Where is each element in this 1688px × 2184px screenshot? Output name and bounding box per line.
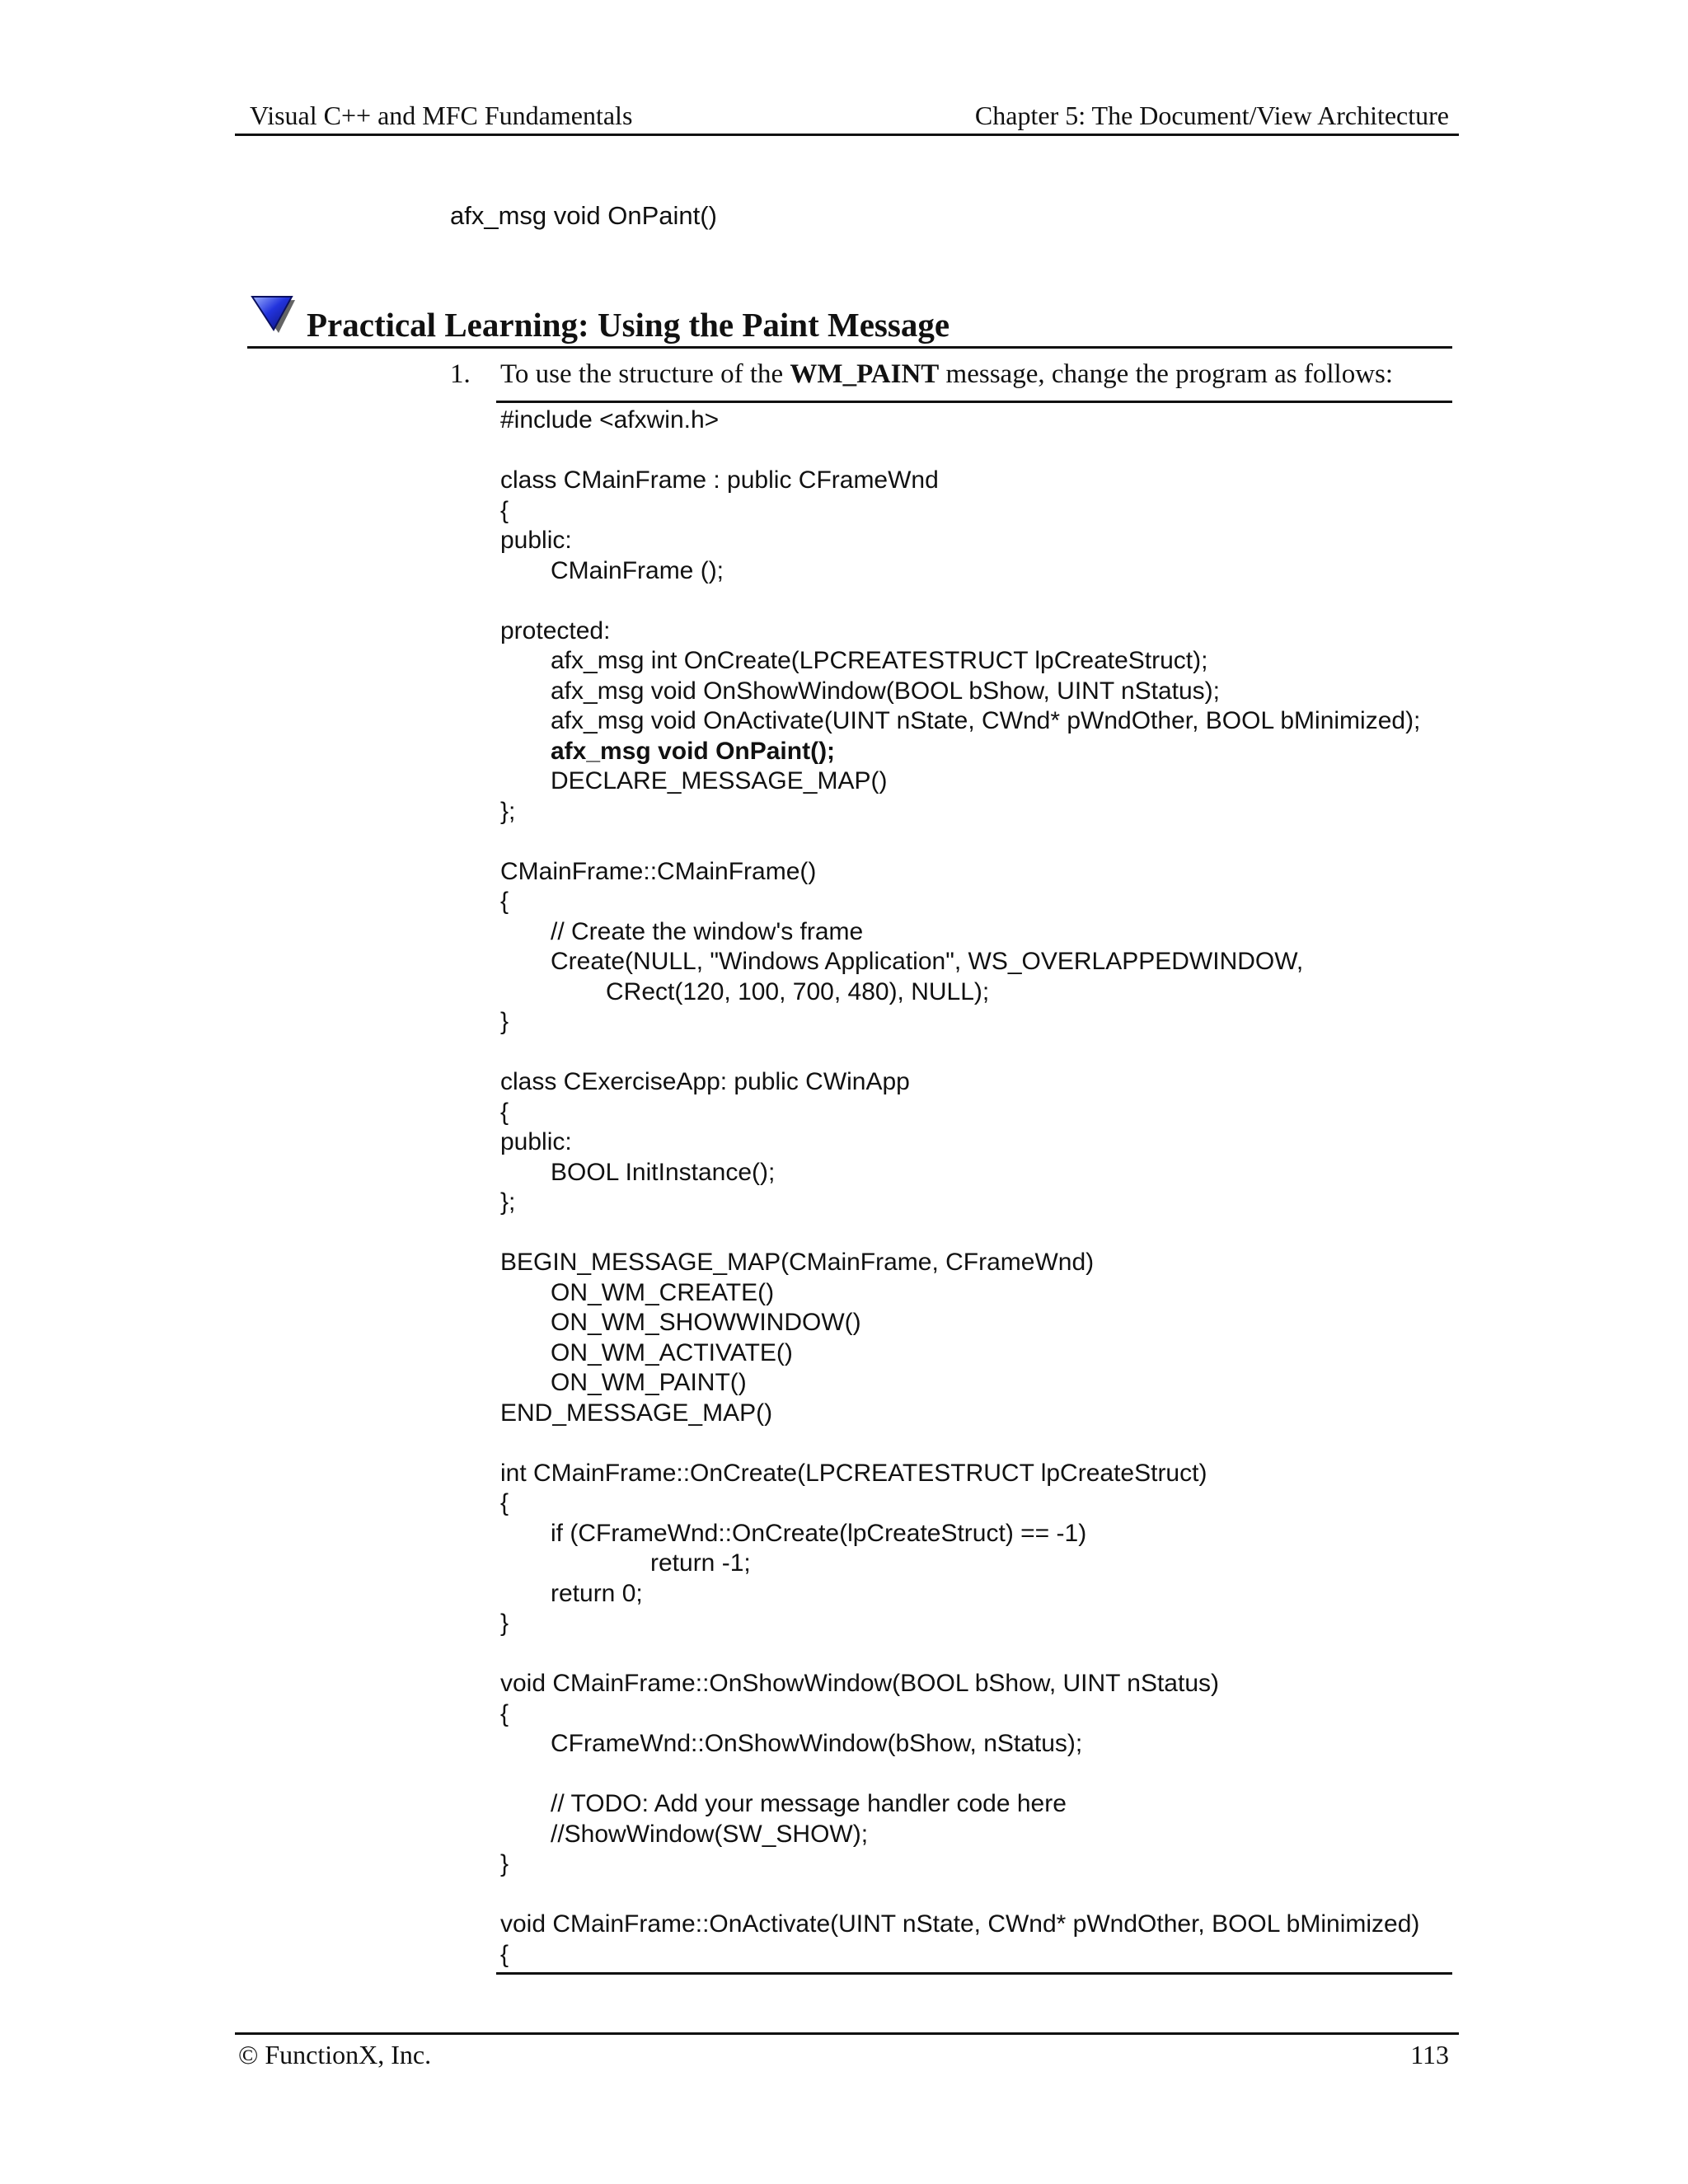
code-line: }; [500,1188,516,1216]
code-line: } [500,1610,509,1637]
code-line: #include <afxwin.h> [500,406,720,434]
step-text-after: message, change the program as follows: [939,359,1394,389]
copyright: © FunctionX, Inc. [238,2040,432,2069]
code-line: if (CFrameWnd::OnCreate(lpCreateStruct) == -1) [551,1519,1087,1547]
code-line: afx_msg void OnActivate(UINT nState, CWnd* pWndOther, BOOL bMinimized); [551,707,1421,734]
code-line-blank [500,436,1456,466]
chapter-title: Chapter 5: The Document/View Architecture [974,101,1449,130]
code-line: { [500,1489,509,1516]
code-line: ON_WM_CREATE() [551,1278,775,1306]
code-line: CRect(120, 100, 700, 480), NULL); [606,977,990,1005]
code-line: CFrameWnd::OnShowWindow(bShow, nStatus); [551,1730,1083,1757]
code-block-bottom-rule [496,1972,1452,1975]
code-line-blank [500,1038,1456,1068]
code-line: Create(NULL, "Windows Application", WS_OVERLAPPEDWINDOW, [551,948,1304,975]
code-line-highlighted: afx_msg void OnPaint(); [551,737,836,765]
code-line-blank [500,1218,1456,1249]
code-line: { [500,496,509,524]
code-line: ON_WM_SHOWWINDOW() [551,1309,861,1336]
step-text-before: To use the structure of the [500,359,790,389]
blue-triangle-icon [251,293,297,335]
code-line: DECLARE_MESSAGE_MAP() [551,767,888,794]
code-line: }; [500,797,516,825]
code-line: CMainFrame (); [551,556,724,584]
code-line: // Create the window's frame [551,917,864,945]
code-line: class CExerciseApp: public CWinApp [500,1068,910,1095]
page-footer [235,2032,1459,2069]
code-line: { [500,888,509,915]
code-line: } [500,1850,509,1877]
practical-learning-heading [247,290,1452,349]
code-line: afx_msg void OnShowWindow(BOOL bShow, UINT nStatus); [551,677,1221,705]
code-line: CMainFrame::CMainFrame() [500,857,817,885]
code-line: // TODO: Add your message handler code here [551,1790,1067,1817]
code-line-blank [500,1428,1456,1459]
code-line: { [500,1699,509,1727]
step-number: 1. [450,359,471,389]
step-text-bold: WM_PAINT [790,359,940,389]
step-text [500,359,1393,390]
code-line: { [500,1098,509,1126]
code-line: ON_WM_ACTIVATE() [551,1338,793,1366]
code-line-blank [500,1880,1456,1910]
book-title: Visual C++ and MFC Fundamentals [250,101,633,130]
code-line: BOOL InitInstance(); [551,1158,776,1186]
code-line: BEGIN_MESSAGE_MAP(CMainFrame, CFrameWnd) [500,1249,1095,1276]
code-line: return 0; [551,1579,643,1607]
code-line: END_MESSAGE_MAP() [500,1399,773,1427]
page-number: 113 [1410,2040,1449,2069]
code-line-blank [500,1760,1456,1790]
section-title: Practical Learning: Using the Paint Message [307,306,950,344]
code-line: ON_WM_PAINT() [551,1369,747,1396]
code-line-blank [500,827,1456,857]
code-line: } [500,1008,509,1035]
code-line: class CMainFrame : public CFrameWnd [500,466,939,494]
code-block-top-rule [496,401,1452,403]
code-line: afx_msg int OnCreate(LPCREATESTRUCT lpCreateStruct); [551,647,1208,674]
code-line: protected: [500,616,611,644]
code-line: int CMainFrame::OnCreate(LPCREATESTRUCT lpCreateStruct) [500,1459,1207,1487]
code-line: //ShowWindow(SW_SHOW); [551,1820,869,1848]
code-line: void CMainFrame::OnActivate(UINT nState, CWnd* pWndOther, BOOL bMinimized) [500,1910,1420,1938]
page-header [235,97,1459,136]
code-block [500,405,1456,1970]
code-line-blank [500,1639,1456,1670]
code-line: return -1; [650,1549,751,1577]
code-line: void CMainFrame::OnShowWindow(BOOL bShow, UINT nStatus) [500,1670,1219,1697]
code-line: public: [500,1128,572,1155]
code-line-blank [500,586,1456,616]
code-line: { [500,1940,509,1968]
prototype-line: afx_msg void OnPaint() [450,201,717,230]
code-line: public: [500,527,572,554]
